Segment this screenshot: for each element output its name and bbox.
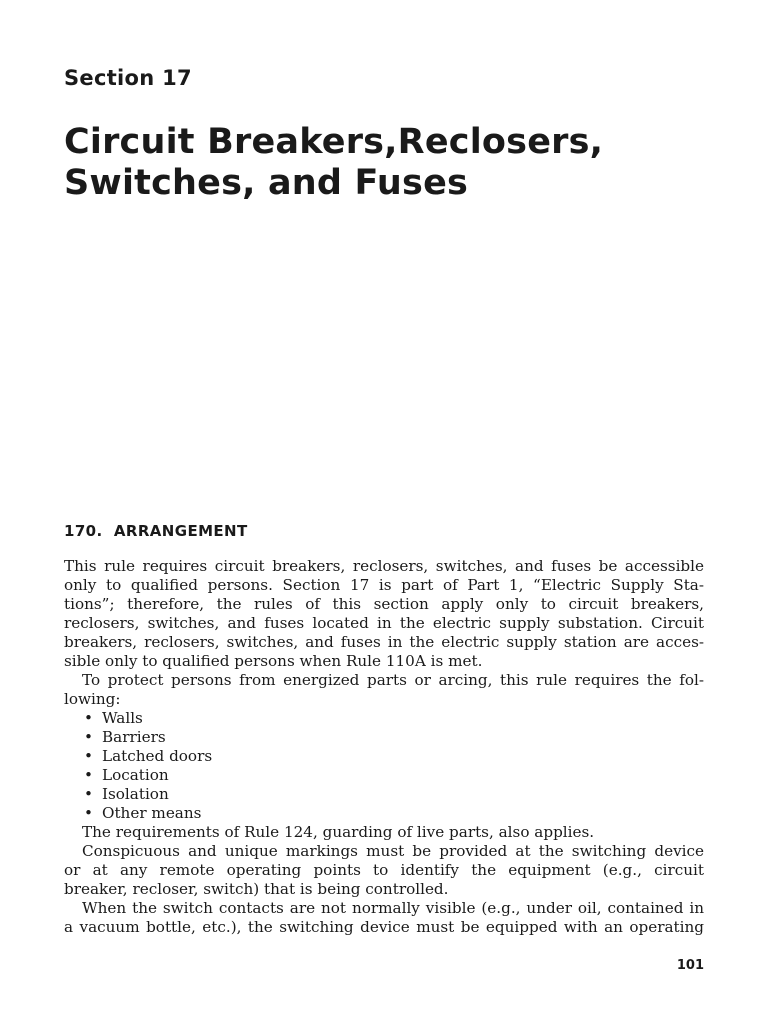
text-line: breakers, reclosers, switches, and fuses in the electric supply station are acces- (64, 633, 704, 651)
bullet-glyph: • (84, 728, 93, 746)
list-item (64, 766, 704, 785)
text-line: This rule requires circuit breakers, reclosers, switches, and fuses be accessible (64, 557, 704, 575)
list-item-label: Barriers (102, 728, 166, 746)
list-item-label: Latched doors (102, 747, 213, 765)
text-line: a vacuum bottle, etc.), the switching device must be equipped with an operating (64, 918, 704, 936)
text-line: lowing: (64, 690, 121, 708)
list-item-label: Isolation (102, 785, 169, 803)
text-line: tions”; therefore, the rules of this section apply only to circuit breakers, (64, 595, 704, 613)
text-line: only to qualified persons. Section 17 is part of Part 1, “Electric Supply Sta- (64, 576, 704, 594)
list-item (64, 785, 704, 804)
chapter-title-line-1: Circuit Breakers,Reclosers, (64, 122, 604, 162)
chapter-title-line-2: Switches, and Fuses (64, 163, 469, 203)
section-label: Section 17 (64, 66, 192, 90)
text-line: or at any remote operating points to identify the equipment (e.g., circuit (64, 861, 704, 879)
text-line: sible only to qualified persons when Rule 110A is met. (64, 652, 483, 670)
text-line: breaker, recloser, switch) that is being controlled. (64, 880, 449, 898)
list-item (64, 728, 704, 747)
bullet-glyph: • (84, 766, 93, 784)
text-line: To protect persons from energized parts or arcing, this rule requires the fol- (82, 671, 704, 689)
protection-bullet-list (64, 709, 704, 823)
bullet-glyph: • (84, 747, 93, 765)
document-page (64, 0, 704, 1024)
chapter-title (64, 122, 603, 204)
rule-heading: 170. ARRANGEMENT (64, 522, 248, 540)
bullet-glyph: • (84, 804, 93, 822)
text-line: The requirements of Rule 124, guarding of live parts, also applies. (82, 823, 595, 841)
list-item (64, 804, 704, 823)
body-text (64, 557, 704, 937)
list-item-label: Walls (102, 709, 143, 727)
paragraph-rule-scope (64, 557, 704, 671)
list-item (64, 709, 704, 728)
text-line: Conspicuous and unique markings must be provided at the switching device (82, 842, 704, 860)
text-line: When the switch contacts are not normally visible (e.g., under oil, contained in (82, 899, 704, 917)
paragraph-markings (64, 842, 704, 899)
page-number: 101 (676, 958, 704, 973)
paragraph-switch-contacts (64, 899, 704, 937)
paragraph-guarding (64, 823, 704, 842)
list-item-label: Other means (102, 804, 202, 822)
paragraph-protection (64, 671, 704, 709)
bullet-glyph: • (84, 785, 93, 803)
list-item-label: Location (102, 766, 169, 784)
text-line: reclosers, switches, and fuses located in the electric supply substation. Circuit (64, 614, 704, 632)
list-item (64, 747, 704, 766)
bullet-glyph: • (84, 709, 93, 727)
